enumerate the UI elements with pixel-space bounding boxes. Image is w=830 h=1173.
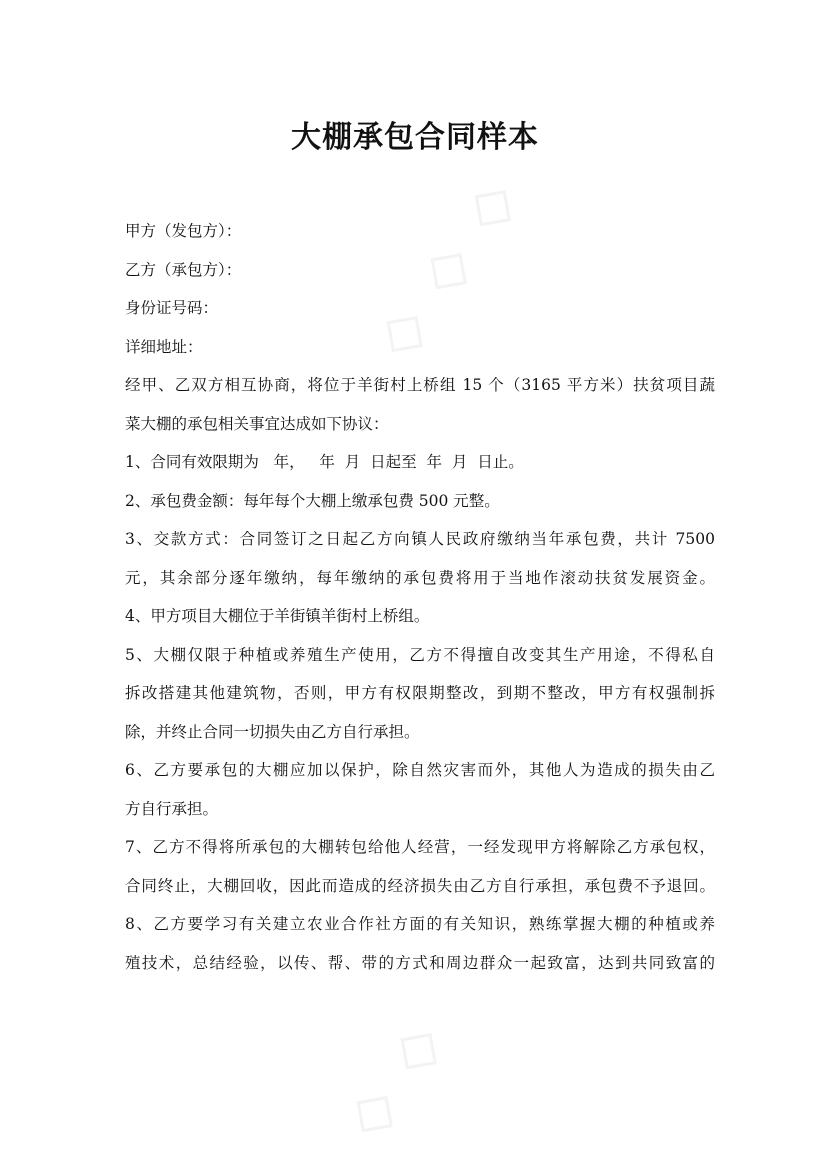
clause-line: 除，并终止合同一切损失由乙方自行承担。	[125, 722, 420, 741]
clause-line: 7、乙方不得将所承包的大棚转包给他人经营，一经发现甲方将解除乙方承包权，	[125, 838, 715, 856]
clause-line: 拆改搭建其他建筑物，否则，甲方有权限期整改，到期不整改，甲方有权强制拆	[125, 684, 715, 702]
clause-line: 殖技术，总结经验，以传、帮、带的方式和周边群众一起致富，达到共同致富的	[125, 953, 715, 972]
page-title: 大棚承包合同样本	[291, 120, 539, 155]
party-b-line: 乙方（承包方）：	[125, 260, 242, 279]
id-number-line: 身份证号码：	[125, 299, 219, 317]
address-line: 详细地址：	[125, 337, 203, 356]
clause-line: 方自行承担。	[125, 799, 219, 818]
paragraph-line: 菜大棚的承包相关事宜达成如下协议：	[125, 414, 389, 433]
clause-line: 4、甲方项目大棚位于羊街镇羊街村上桥组。	[125, 607, 430, 625]
clause-line: 8、乙方要学习有关建立农业合作社方面的有关知识，熟练掌握大棚的种植或养	[125, 915, 715, 933]
watermark	[330, 1006, 459, 1149]
clause-line: 3、交款方式：合同签订之日起乙方向镇人民政府缴纳当年承包费，共计 7500	[125, 530, 715, 548]
clause-line: 元，其余部分逐年缴纳，每年缴纳的承包费将用于当地作滚动扶贫发展资金。	[125, 568, 715, 587]
clause-line: 2、承包费金额：每年每个大棚上缴承包费 500 元整。	[125, 491, 500, 510]
clause-line: 6、乙方要承包的大棚应加以保护，除自然灾害而外，其他人为造成的损失由乙	[125, 761, 715, 779]
clause-line: 1、合同有效限期为 年， 年 月 日起至 年 月 日止。	[125, 453, 524, 471]
contract-body	[125, 212, 715, 982]
paragraph-line: 经甲、乙双方相互协商，将位于羊街村上桥组 15 个（3165 平方米）扶贫项目蔬	[125, 376, 715, 394]
clause-line: 合同终止，大棚回收，因此而造成的经济损失由乙方自行承担，承包费不予退回。	[125, 876, 715, 895]
party-a-line: 甲方（发包方）：	[125, 222, 242, 240]
watermark-graphic	[330, 1006, 459, 1149]
clause-line: 5、大棚仅限于种植或养殖生产使用，乙方不得擅自改变其生产用途，不得私自	[125, 645, 715, 664]
